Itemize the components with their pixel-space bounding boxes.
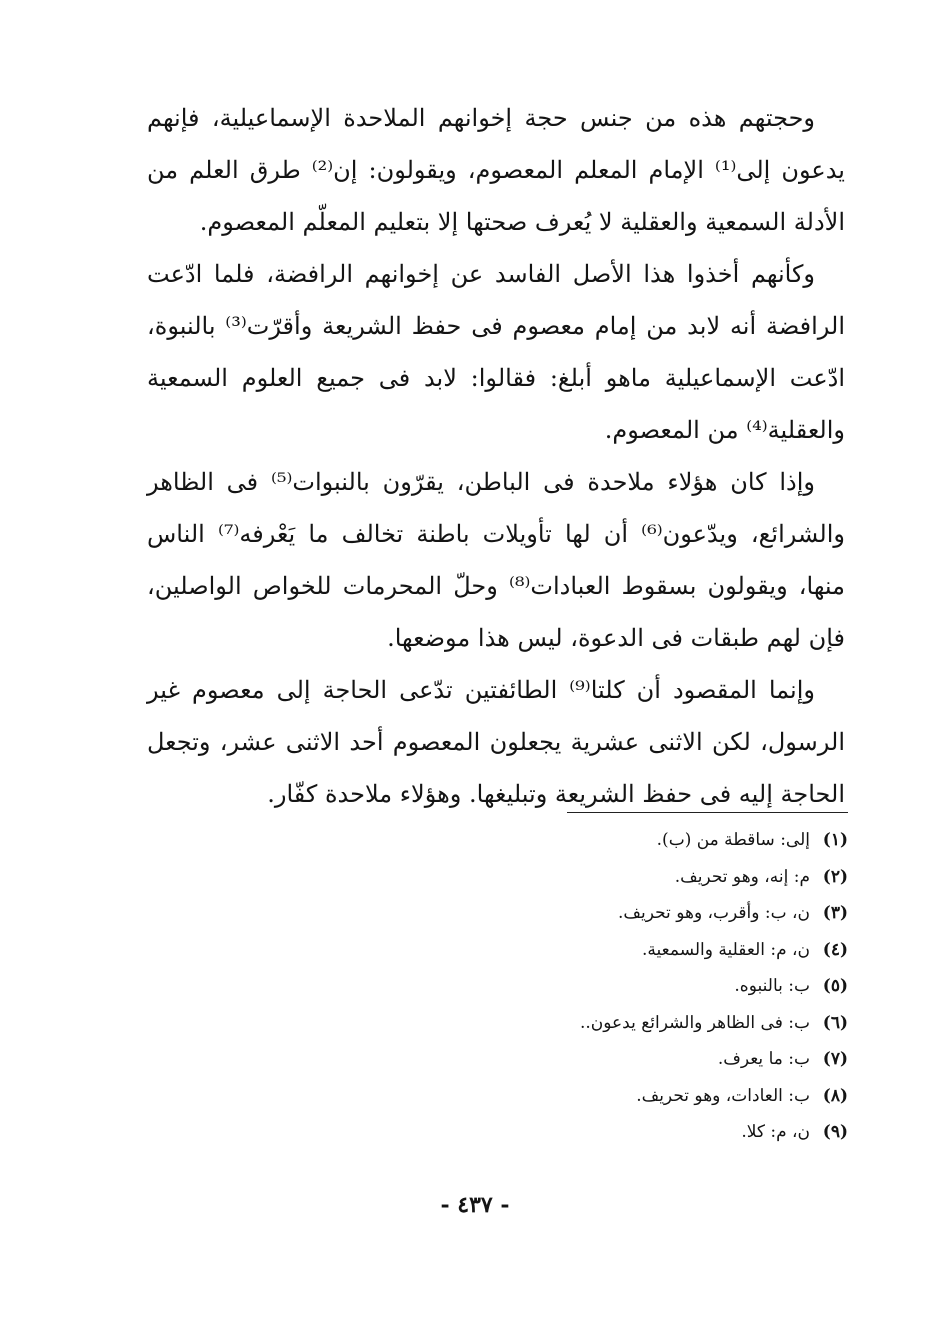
footnote-5 [400, 968, 848, 1005]
footnote-number: (٥) [822, 976, 848, 996]
footnote-8 [400, 1078, 848, 1115]
footnote-text: ن، ب: وأقرب، وهو تحريف. [617, 903, 810, 923]
paragraph-2: وكأنهم أخذوا هذا الأصل الفاسد عن إخوانهم الرافضة، فلما ادّعت الرافضة أنه لابد من إمام معصوم فى حفظ الشريعة وأقرّت⁽³⁾ بالنبوة، ادّعت الإسماعيلية ماهو أبلغ: فقالوا: لابد فى جميع العلوم السمعية والعقلية⁽⁴⁾ من المعصوم. [147, 260, 845, 444]
page-number: - ٤٣٧ - [440, 1192, 510, 1218]
footnotes [400, 822, 848, 1151]
footnote-1 [400, 822, 848, 859]
paragraph-3: وإذا كان هؤلاء ملاحدة فى الباطن، يقرّون بالنبوات⁽⁵⁾ فى الظاهر والشرائع، ويدّعون⁽⁶⁾ أن لها تأويلات باطنة تخالف ما يَعْرفه⁽⁷⁾ الناس منها، ويقولون بسقوط العبادات⁽⁸⁾ وحلّ المحرمات للخواص الواصلين، فإن لهم طبقات فى الدعوة، ليس هذا موضعها. [147, 468, 846, 652]
footnote-number: (٨) [822, 1085, 848, 1106]
footnote-7 [400, 1041, 848, 1078]
footnote-number: (٣) [822, 903, 848, 923]
footnote-text: ن، م: العقلية والسمعية. [642, 939, 810, 960]
footnote-text: ب: بالنبوه. [734, 976, 810, 996]
footnote-text: ن، م: كلا. [741, 1122, 810, 1142]
footnote-number: (٧) [822, 1049, 848, 1069]
footnote-text: م: إنه، وهو تحريف. [674, 866, 810, 887]
footnote-number: (٤) [822, 939, 848, 960]
footnote-divider [567, 812, 848, 813]
footnote-text: ب: العادات، وهو تحريف. [636, 1085, 810, 1106]
footnote-text: إلى: ساقطة من (ب). [656, 830, 810, 850]
paragraph-1: وحجتهم هذه من جنس حجة إخوانهم الملاحدة الإسماعيلية، فإنهم يدعون إلى⁽¹⁾ الإمام المعلم المعصوم، ويقولون: إن⁽²⁾ طرق العلم من الأدلة السمعية والعقلية لا يُعرف صحتها إلا بتعليم المعلّم المعصوم. [147, 104, 845, 236]
footnote-text: ب: فى الظاهر والشرائع يدعون.. [579, 1012, 810, 1033]
footnote-number: (٦) [822, 1012, 848, 1033]
main-text [147, 92, 845, 820]
footnote-3 [400, 895, 848, 932]
footnote-2 [400, 859, 848, 896]
paragraph-4: وإنما المقصود أن كلتا⁽⁹⁾ الطائفتين تدّعى الحاجة إلى معصوم غير الرسول، لكن الاثنى عشرية يجعلون المعصوم أحد الاثنى عشر، وتجعل الحاجة إليه فى حفظ الشريعة وتبليغها. وهؤلاء ملاحدة كفّار. [147, 676, 845, 808]
footnote-4 [400, 932, 848, 969]
footnote-6 [400, 1005, 848, 1042]
footnote-number: (١) [822, 830, 848, 850]
footnote-number: (٢) [822, 866, 848, 887]
footnote-text: ب: ما يعرف. [717, 1049, 810, 1069]
footnote-9 [400, 1114, 848, 1151]
footnote-number: (٩) [822, 1122, 848, 1142]
